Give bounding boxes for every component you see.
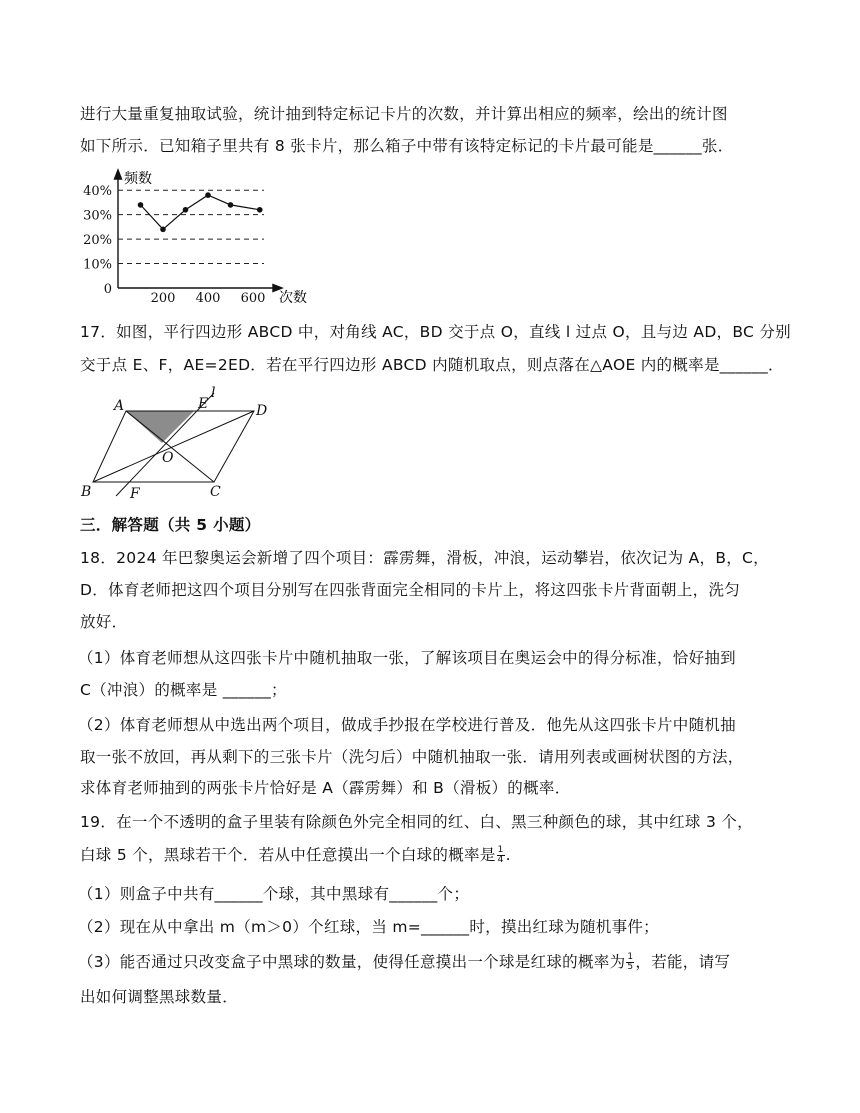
q18-text-line-2: D．体育老师把这四个项目分别写在四张背面完全相同的卡片上，将这四张卡片背面朝上，洗匀 (80, 581, 741, 599)
fraction-one-fifth (626, 953, 634, 972)
fraction-denominator: 5 (627, 962, 634, 972)
q18-part2-line-1: （2）体育老师想从中选出两个项目，做成手抄报在学校进行普及．他先从这四张卡片中随机抽 (78, 716, 736, 734)
q19-part3-text-end: ，若能，请写 (635, 953, 731, 971)
q19-line-2-text: 白球 5 个，黑球若干个．若从中任意摸出一个白球的概率是 (80, 846, 496, 864)
y-tick-label: 40% (83, 184, 112, 200)
x-tick-label: 600 (240, 291, 266, 306)
data-point (160, 227, 166, 233)
parallelogram-figure (80, 383, 270, 501)
q18-part1-line-1: （1）体育老师想从这四张卡片中随机抽取一张，了解该项目在奥运会中的得分标准，恰好抽到 (78, 649, 736, 667)
q17-text-line-1: 17．如图，平行四边形 ABCD 中，对角线 AC，BD 交于点 O，直线 l 过点 O，且与边 AD，BC 分别 (80, 323, 791, 341)
label-b: B (81, 484, 92, 500)
label-o: O (162, 450, 174, 466)
label-a: A (114, 398, 125, 414)
label-e: E (198, 396, 209, 412)
data-point (183, 207, 189, 213)
label-l: l (211, 385, 216, 401)
q18-part2-line-3: 求体育老师抽到的两张卡片恰好是 A（霹雳舞）和 B（滑板）的概率． (80, 779, 571, 797)
label-d: D (256, 403, 268, 419)
q18-part2-line-2: 取一张不放回，再从剩下的三张卡片（洗匀后）中随机抽取一张．请用列表或画树状图的方法， (80, 748, 744, 766)
fraction-denominator: 4 (497, 855, 504, 865)
fraction-numerator: 1 (497, 845, 504, 855)
q16-text-line-1: 进行大量重复抽取试验，统计抽到特定标记卡片的次数，并计算出相应的频率，绘出的统计图 (80, 105, 728, 123)
data-point (138, 202, 144, 208)
q18-text-line-1: 18．2024 年巴黎奥运会新增了四个项目：霹雳舞，滑板，冲浪，运动攀岩，依次记为 A，B，C， (80, 549, 769, 567)
y-axis-label: 频数 (124, 171, 152, 187)
fraction-numerator: 1 (627, 952, 634, 962)
q19-part1: （1）则盒子中共有______个球，其中黑球有______个； (78, 885, 470, 903)
y-tick-label: 30% (83, 208, 112, 224)
label-f: F (130, 486, 140, 501)
q19-part2: （2）现在从中拿出 m（m＞0）个红球，当 m=______时，摸出红球为随机事件； (78, 918, 659, 936)
y-tick-label: 20% (83, 233, 112, 249)
x-tick-label: 400 (195, 291, 221, 306)
data-point (257, 207, 263, 213)
y-axis-arrow (115, 170, 122, 179)
data-point (228, 202, 234, 208)
frequency-chart (76, 168, 316, 308)
data-point (205, 192, 211, 198)
fraction-one-quarter (497, 846, 505, 865)
q18-text-line-3: 放好． (80, 613, 128, 631)
y-tick-label: 0 (103, 282, 112, 297)
q18-part1-line-2: C（冲浪）的概率是 ______； (80, 681, 287, 699)
q17-text-line-2: 交于点 E、F，AE=2ED．若在平行四边形 ABCD 内随机取点，则点落在△AOE 内的概率是______． (80, 356, 784, 374)
label-c: C (210, 484, 221, 500)
q19-part3-line-1 (78, 952, 730, 972)
q19-part3-text: （3）能否通过只改变盒子中黑球的数量，使得任意摸出一个球是红球的概率为 (78, 953, 626, 971)
section-3-title: 三．解答题（共 5 小题） (80, 516, 261, 534)
x-axis-label: 次数 (279, 290, 307, 306)
q19-text-line-2 (80, 845, 511, 865)
y-tick-label: 10% (83, 257, 112, 273)
q16-text-line-2: 如下所示．已知箱子里共有 8 张卡片，那么箱子中带有该特定标记的卡片最可能是______张． (80, 137, 734, 155)
q19-line-2-end: . (505, 846, 511, 864)
x-tick-label: 200 (150, 291, 176, 306)
q19-text-line-1: 19．在一个不透明的盒子里装有除颜色外完全相同的红、白、黑三种颜色的球，其中红球 3 个， (80, 813, 753, 831)
q19-part3-line-2: 出如何调整黑球数量． (80, 988, 239, 1006)
frequency-series-line (141, 195, 260, 229)
